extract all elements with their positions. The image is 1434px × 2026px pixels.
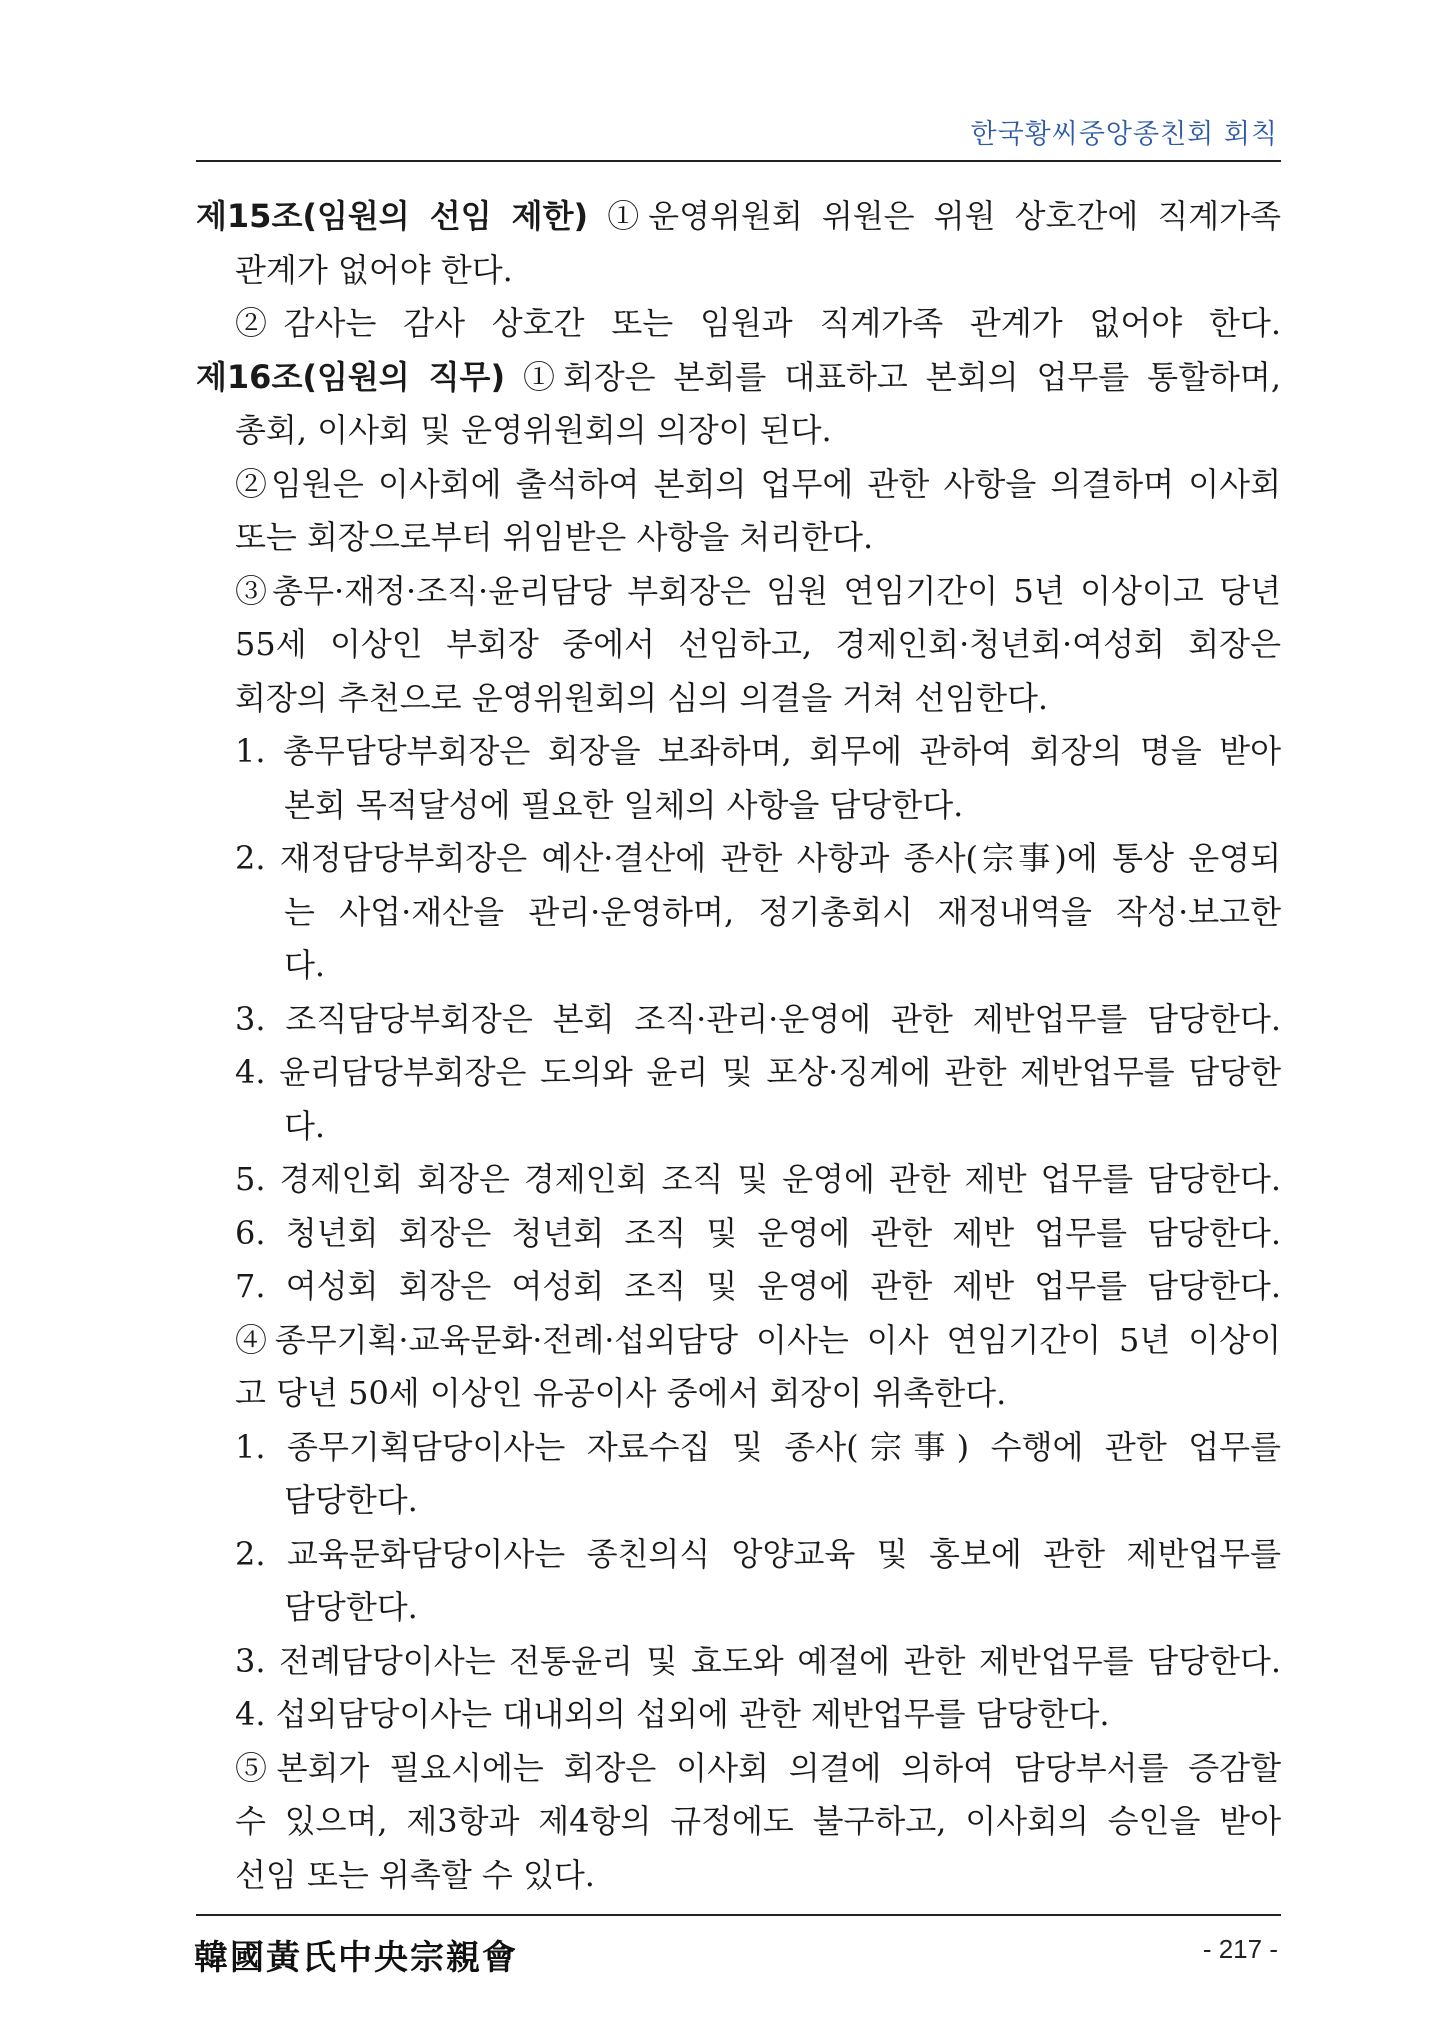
article-15-line-1 xyxy=(196,190,1281,244)
article-16-line-13: 3. 조직담당부회장은 본회 조직·관리·운영에 관한 제반업무를 담당한다. xyxy=(235,999,1281,1038)
article-16-line-17: 6. 청년회 회장은 청년회 조직 및 운영에 관한 제반 업무를 담당한다. xyxy=(235,1213,1281,1252)
article-16-line-11: 는 사업·재산을 관리·운영하며, 정기총회시 재정내역을 작성·보고한 xyxy=(284,892,1281,931)
article-16-line-29: 선임 또는 위촉할 수 있다. xyxy=(235,1855,595,1894)
article-16-line-28: 수 있으며, 제3항과 제4항의 규정에도 불구하고, 이사회의 승인을 받아 xyxy=(235,1802,1281,1840)
article-16-line-4: 또는 회장으로부터 위임받은 사항을 처리한다. xyxy=(235,518,874,556)
article-16-line-5: ③총무·재정·조직·윤리담당 부회장은 임원 연임기간이 5년 이상이고 당년 xyxy=(235,571,1281,610)
article-16-line-3: ②임원은 이사회에 출석하여 본회의 업무에 관한 사항을 의결하며 이사회 xyxy=(235,464,1281,503)
article-16-line-1 xyxy=(196,351,1281,405)
article-16-line-27: ⑤본회가 필요시에는 회장은 이사회 의결에 의하여 담당부서를 증감할 xyxy=(235,1748,1281,1787)
article-16-line-22: 담당한다. xyxy=(284,1481,418,1519)
article-16-line-23: 2. 교육문화담당이사는 종친의식 앙양교육 및 홍보에 관한 제반업무를 xyxy=(235,1534,1281,1573)
article-16-line-19: ④종무기획·교육문화·전례·섭외담당 이사는 이사 연임기간이 5년 이상이 xyxy=(235,1320,1281,1359)
article-16-line-7: 회장의 추천으로 운영위원회의 심의 의결을 거쳐 선임한다. xyxy=(235,678,1049,717)
article-15-line-3: ②감사는 감사 상호간 또는 임원과 직계가족 관계가 없어야 한다. xyxy=(235,304,1281,342)
article-16-line-18: 7. 여성회 회장은 여성회 조직 및 운영에 관한 제반 업무를 담당한다. xyxy=(235,1267,1281,1305)
article-16-line-26: 4. 섭외담당이사는 대내외의 섭외에 관한 제반업무를 담당한다. xyxy=(235,1695,1110,1733)
article-16-line-21: 1. 종무기획담당이사는 자료수집 및 종사(宗事) 수행에 관한 업무를 xyxy=(235,1427,1281,1466)
article-16-heading: 제16조(임원의 직무) xyxy=(196,357,506,396)
article-16-line-8: 1. 총무담당부회장은 회장을 보좌하며, 회무에 관하여 회장의 명을 받아 xyxy=(235,732,1281,770)
article-15-line-2: 관계가 없어야 한다. xyxy=(235,250,513,289)
footer-logo: 韓國黃氏中央宗親會 xyxy=(194,1938,518,1978)
article-16-line-10: 2. 재정담당부회장은 예산·결산에 관한 사항과 종사(宗事)에 통상 운영되 xyxy=(235,839,1281,877)
article-16-text: ①회장은 본회를 대표하고 본회의 업무를 통할하며, xyxy=(505,357,1281,396)
page-number: - 217 - xyxy=(1202,1934,1278,1964)
header-title: 한국황씨중앙종친회 회칙 xyxy=(970,119,1278,150)
header-rule xyxy=(196,160,1281,162)
article-15-heading: 제15조(임원의 선임 제한) xyxy=(196,197,589,235)
article-16-line-12: 다. xyxy=(284,946,326,984)
article-16-line-24: 담당한다. xyxy=(284,1588,418,1626)
article-16-line-9: 본회 목적달성에 필요한 일체의 사항을 담당한다. xyxy=(284,785,964,824)
article-16-line-14: 4. 윤리담당부회장은 도의와 윤리 및 포상·징계에 관한 제반업무를 담당한 xyxy=(235,1053,1281,1091)
article-16-line-15: 다. xyxy=(284,1106,326,1145)
article-16-line-25: 3. 전례담당이사는 전통윤리 및 효도와 예절에 관한 제반업무를 담당한다. xyxy=(235,1641,1281,1680)
article-16-line-2: 총회, 이사회 및 운영위원회의 의장이 된다. xyxy=(235,411,832,449)
article-16-line-20: 고 당년 50세 이상인 유공이사 중에서 회장이 위촉한다. xyxy=(235,1374,1007,1412)
article-15-text: ①운영위원회 위원은 위원 상호간에 직계가족 xyxy=(588,197,1281,235)
article-16-line-16: 5. 경제인회 회장은 경제인회 조직 및 운영에 관한 제반 업무를 담당한다. xyxy=(235,1160,1281,1198)
article-16-line-6: 55세 이상인 부회장 중에서 선임하고, 경제인회·청년회·여성회 회장은 xyxy=(235,625,1281,663)
document-body xyxy=(196,190,1281,1902)
footer-rule xyxy=(196,1914,1281,1916)
